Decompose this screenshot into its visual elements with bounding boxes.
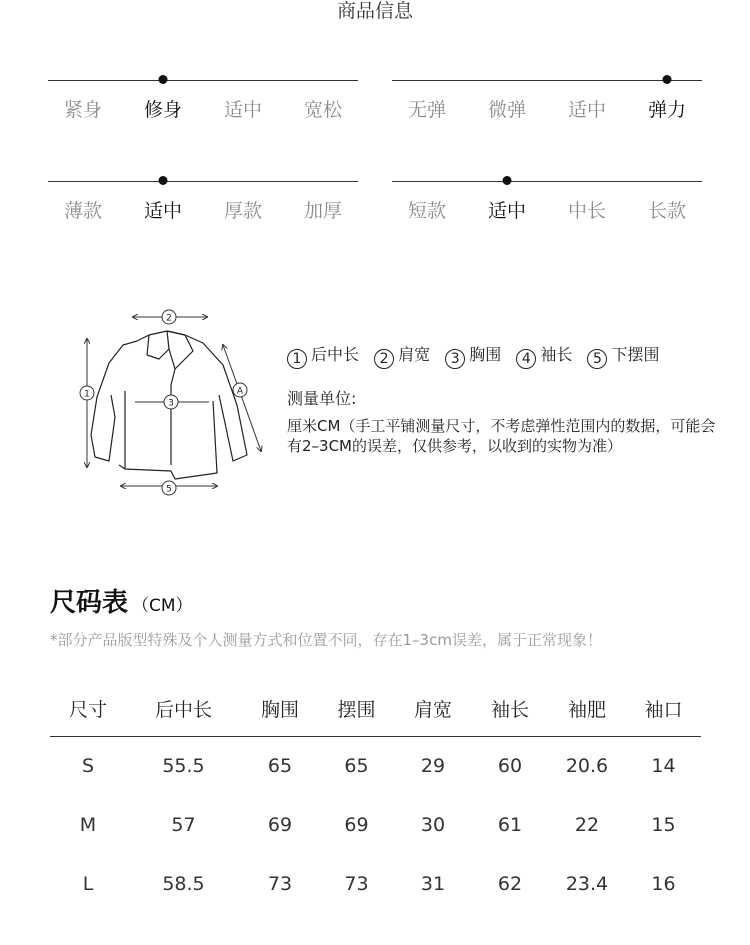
- thickness-option: 加厚: [303, 200, 342, 222]
- table-cell: 73: [344, 872, 369, 895]
- jacket-measurement-diagram: [75, 305, 275, 500]
- table-cell: 61: [497, 813, 523, 836]
- marker-shoulder: [162, 310, 176, 324]
- thickness-option: 薄款: [63, 200, 102, 222]
- legend-item: [374, 342, 430, 369]
- svg-text:A: A: [236, 386, 244, 397]
- thickness-option: 厚款: [223, 200, 262, 222]
- svg-text:2: 2: [166, 313, 172, 324]
- legend-label: 后中长: [311, 345, 360, 364]
- legend-number: 2: [374, 349, 394, 369]
- legend-item: [287, 342, 359, 369]
- scale-line: [48, 80, 358, 81]
- column-header: 袖长: [472, 682, 548, 736]
- unit-note: 厘米CM（手工平铺测量尺寸，不考虑弹性范围内的数据，可能会有2–3CM的误差，仅供参考，以收到的实物为准）: [287, 417, 716, 455]
- table-cell: 60: [497, 754, 523, 777]
- elasticity-option: 微弹: [487, 99, 526, 121]
- elasticity-option: 适中: [567, 99, 606, 121]
- fit-option: 宽松: [303, 99, 342, 121]
- legend-number: 3: [445, 349, 465, 369]
- fit-scale: [48, 80, 358, 140]
- table-cell: 65: [267, 754, 293, 777]
- legend-item: [445, 342, 501, 369]
- scale-indicator-dot: [503, 176, 512, 185]
- size-chart-title-text: 尺码表: [50, 588, 129, 618]
- legend-number: 4: [516, 349, 536, 369]
- marker-hem: [162, 481, 176, 495]
- table-row: [50, 854, 701, 913]
- legend-number: 1: [287, 349, 307, 369]
- elasticity-option: 弹力: [647, 99, 686, 121]
- table-cell: 73: [267, 872, 293, 895]
- table-cell: 29: [420, 754, 446, 777]
- table-cell: 62: [497, 872, 523, 895]
- legend-number: 5: [587, 349, 607, 369]
- table-row: [50, 736, 701, 795]
- table-cell: 31: [420, 872, 446, 895]
- svg-text:1: 1: [84, 389, 90, 400]
- elasticity-option: 无弹: [407, 99, 446, 121]
- table-cell: M: [79, 813, 97, 836]
- fit-option: 适中: [223, 99, 262, 121]
- length-scale: [392, 181, 702, 241]
- length-option: 适中: [487, 200, 526, 222]
- table-cell: 22: [574, 813, 600, 836]
- table-cell: 23.4: [565, 872, 609, 895]
- unit-label: 测量单位:: [287, 389, 357, 408]
- thickness-option: 适中: [143, 200, 182, 222]
- legend-label: 下摆围: [611, 345, 660, 364]
- length-option: 长款: [647, 200, 686, 222]
- size-table: [50, 682, 701, 913]
- marker-chest: [164, 395, 178, 409]
- table-cell: L: [82, 872, 94, 895]
- marker-sleeve: [233, 383, 247, 397]
- scale-line: [48, 181, 358, 182]
- fit-option: 修身: [143, 99, 182, 121]
- marker-back-length: [80, 386, 94, 400]
- scale-indicator-dot: [159, 176, 168, 185]
- legend-item: [587, 342, 659, 369]
- column-header: 袖口: [626, 682, 701, 736]
- thickness-scale: [48, 181, 358, 241]
- table-header-row: [50, 682, 701, 736]
- svg-text:5: 5: [166, 484, 172, 495]
- table-cell: 16: [651, 872, 676, 895]
- elasticity-scale: [392, 80, 702, 140]
- page-title: 商品信息: [336, 0, 413, 22]
- legend-item: [516, 342, 572, 369]
- column-header: 胸围: [241, 682, 319, 736]
- fit-option: 紧身: [63, 99, 102, 121]
- column-header: 摆围: [319, 682, 394, 736]
- legend-label: 袖长: [540, 345, 573, 364]
- table-cell: 69: [344, 813, 369, 836]
- table-row: [50, 795, 701, 854]
- table-cell: 20.6: [565, 754, 609, 777]
- size-chart-note: *部分产品版型特殊及个人测量方式和位置不同，存在1–3cm误差，属于正常现象！: [50, 631, 602, 649]
- table-cell: 65: [344, 754, 369, 777]
- legend-label: 肩宽: [398, 345, 431, 364]
- table-cell: 30: [420, 813, 446, 836]
- table-cell: 55.5: [162, 754, 205, 777]
- scale-indicator-dot: [663, 75, 672, 84]
- scale-indicator-dot: [159, 75, 168, 84]
- length-option: 短款: [407, 200, 446, 222]
- column-header: 袖肥: [548, 682, 626, 736]
- table-cell: 57: [171, 813, 196, 836]
- table-cell: 69: [267, 813, 293, 836]
- length-option: 中长: [567, 200, 606, 222]
- size-chart-title: [50, 582, 193, 619]
- scale-line: [392, 80, 702, 81]
- column-header: 尺寸: [50, 682, 126, 736]
- table-cell: 58.5: [162, 872, 205, 895]
- legend-label: 胸围: [469, 345, 502, 364]
- scale-line: [392, 181, 702, 182]
- table-cell: 15: [651, 813, 676, 836]
- measurement-legend: [287, 342, 669, 369]
- size-chart-unit: （CM）: [132, 596, 193, 616]
- table-cell: S: [81, 754, 95, 777]
- table-cell: 14: [651, 754, 676, 777]
- svg-text:3: 3: [168, 398, 174, 409]
- column-header: 后中长: [126, 682, 241, 736]
- column-header: 肩宽: [394, 682, 472, 736]
